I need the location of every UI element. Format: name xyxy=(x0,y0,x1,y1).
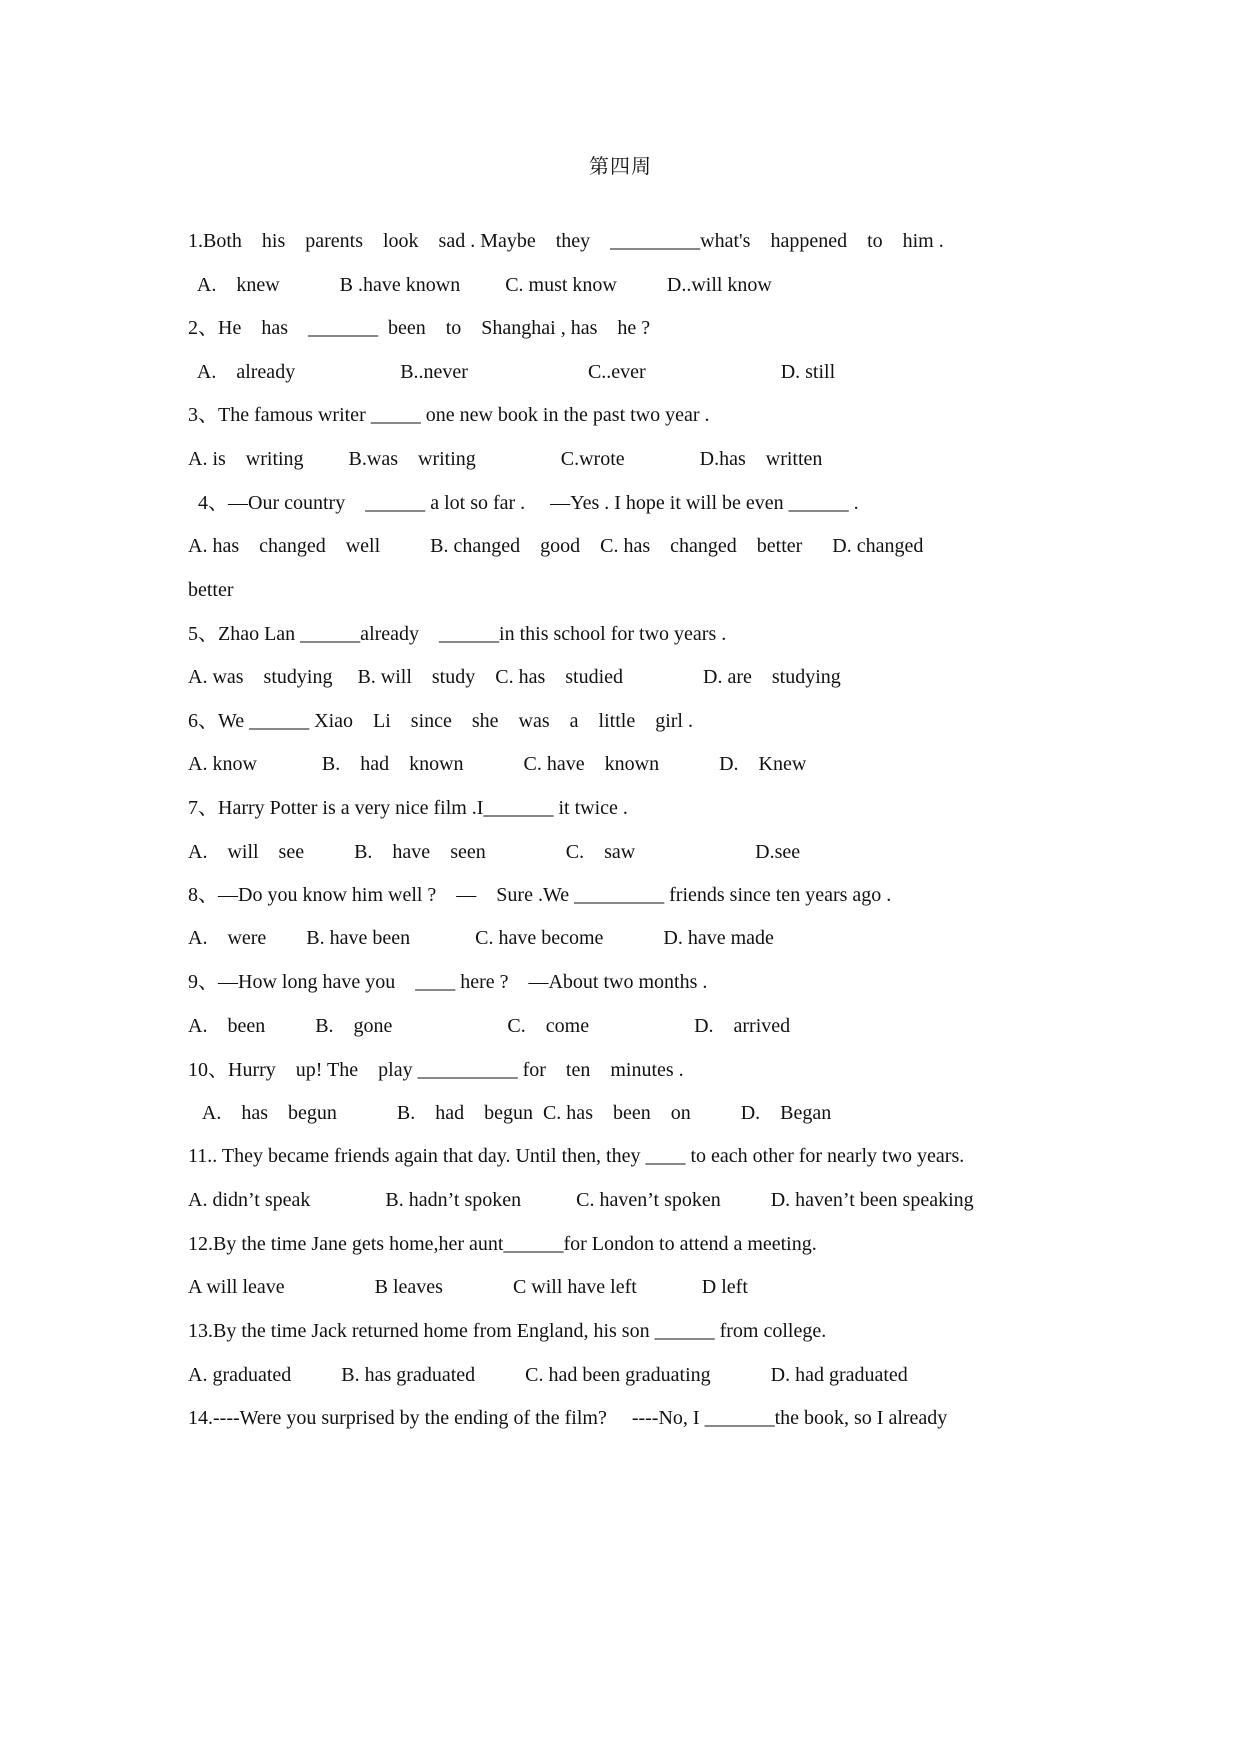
question-6-options: A. know B. had known C. have known D. Knew xyxy=(188,753,807,775)
question-10-options: A. has begun B. had begun C. has been on D. Began xyxy=(188,1102,832,1124)
question-1-text: 1.Both his parents look sad . Maybe they _________what's happened to him . xyxy=(188,230,944,252)
question-7-options: A. will see B. have seen C. saw D.see xyxy=(188,841,801,863)
question-5-options: A. was studying B. will study C. has studied D. are studying xyxy=(188,666,841,688)
question-4-text: 4、—Our country ______ a lot so far . —Yes . I hope it will be even ______ . xyxy=(188,492,859,514)
question-10-text: 10、Hurry up! The play __________ for ten minutes . xyxy=(188,1059,684,1081)
question-13-text: 13.By the time Jack returned home from England, his son ______ from college. xyxy=(188,1320,827,1342)
question-3-options: A. is writing B.was writing C.wrote D.has written xyxy=(188,448,823,470)
question-3-text: 3、The famous writer _____ one new book in the past two year . xyxy=(188,404,710,426)
question-6-text: 6、We ______ Xiao Li since she was a little girl . xyxy=(188,710,693,732)
question-4-options-continued: better xyxy=(188,579,234,601)
question-11-text: 11.. They became friends again that day. Until then, they ____ to each other for nearly two years. xyxy=(188,1145,965,1167)
page-title: 第四周 xyxy=(589,154,652,178)
question-12-text: 12.By the time Jane gets home,her aunt______for London to attend a meeting. xyxy=(188,1233,817,1255)
question-2-text: 2、He has _______ been to Shanghai , has he ? xyxy=(188,317,651,339)
question-14-text: 14.----Were you surprised by the ending of the film? ----No, I _______the book, so I already xyxy=(188,1407,948,1429)
question-12-options: A will leave B leaves C will have left D left xyxy=(188,1276,748,1298)
question-4-options: A. has changed well B. changed good C. has changed better D. changed xyxy=(188,535,924,557)
question-9-text: 9、—How long have you ____ here ? —About two months . xyxy=(188,971,708,993)
question-9-options: A. been B. gone C. come D. arrived xyxy=(188,1015,791,1037)
question-13-options: A. graduated B. has graduated C. had been graduating D. had graduated xyxy=(188,1364,908,1386)
question-2-options: A. already B..never C..ever D. still xyxy=(188,361,836,383)
question-8-options: A. were B. have been C. have become D. have made xyxy=(188,927,774,949)
question-11-options: A. didn’t speak B. hadn’t spoken C. haven’t spoken D. haven’t been speaking xyxy=(188,1189,974,1211)
question-1-options: A. knew B .have known C. must know D..will know xyxy=(188,274,772,296)
question-8-text: 8、—Do you know him well ? — Sure .We _________ friends since ten years ago . xyxy=(188,884,892,906)
question-7-text: 7、Harry Potter is a very nice film .I_______ it twice . xyxy=(188,797,628,819)
question-5-text: 5、Zhao Lan ______already ______in this school for two years . xyxy=(188,623,727,645)
